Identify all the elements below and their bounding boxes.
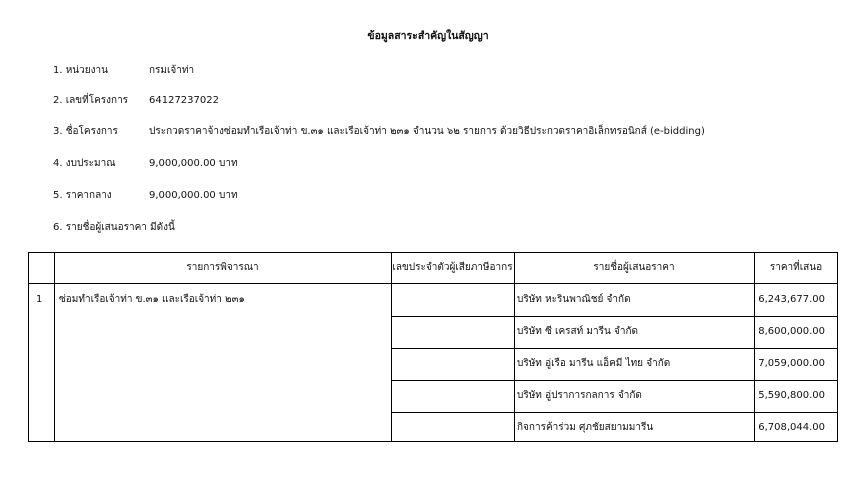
bid-price: 8,600,000.00 xyxy=(758,326,825,337)
bid-bidder: กิจการค้าร่วม ศุภชัยสยามมารีน xyxy=(517,422,654,433)
document-title: ข้อมูลสาระสำคัญในสัญญา xyxy=(367,30,489,42)
header-bidder: รายชื่อผู้เสนอราคา xyxy=(593,262,675,273)
info-project-number-value: 64127237022 xyxy=(149,95,219,106)
header-item: รายการพิจารณา xyxy=(186,262,259,273)
bid-price: 5,590,800.00 xyxy=(758,390,825,401)
info-project-name-label: 3. ชื่อโครงการ xyxy=(53,126,118,137)
bid-bidder: บริษัท หะรินพาณิชย์ จำกัด xyxy=(517,294,631,305)
info-agency-value: กรมเจ้าท่า xyxy=(149,65,195,76)
table-divider xyxy=(391,412,837,413)
bid-price: 6,243,677.00 xyxy=(758,294,825,305)
info-bidder-list-label: 6. รายชื่อผู้เสนอราคา มีดังนี้ xyxy=(53,222,175,233)
bid-bidder: บริษัท อู่ปราการกลการ จำกัด xyxy=(517,390,642,401)
row-item: ซ่อมทำเรือเจ้าท่า ข.๓๑ และเรือเจ้าท่า ๒๓๑ xyxy=(59,294,245,305)
table-divider xyxy=(29,283,837,284)
row-number: 1 xyxy=(36,294,43,305)
table-divider xyxy=(391,316,837,317)
bidders-table xyxy=(28,252,838,442)
header-tax-id: เลขประจำตัวผู้เสียภาษีอากร xyxy=(392,262,513,273)
bid-bidder: บริษัท ซี เครสท์ มารีน จำกัด xyxy=(517,326,639,337)
info-project-number-label: 2. เลขที่โครงการ xyxy=(53,95,129,106)
bid-price: 7,059,000.00 xyxy=(758,358,825,369)
info-budget-label: 4. งบประมาณ xyxy=(53,158,116,169)
bid-bidder: บริษัท อู่เรือ มารีน แอ็คมี ไทย จำกัด xyxy=(517,358,671,369)
table-divider xyxy=(54,253,55,441)
table-divider xyxy=(391,380,837,381)
table-divider xyxy=(391,348,837,349)
info-project-name-value: ประกวดราคาจ้างซ่อมทำเรือเจ้าท่า ข.๓๑ และเรือเจ้าท่า ๒๓๑ จำนวน ๖๒ รายการ ด้วยวิธีประกวดราคาอิเล็กทรอนิกส์ (e-bidding) xyxy=(149,126,705,137)
info-agency-label: 1. หน่วยงาน xyxy=(53,65,108,76)
header-price: ราคาที่เสนอ xyxy=(769,262,823,273)
info-budget-value: 9,000,000.00 บาท xyxy=(149,158,238,169)
info-median-price-label: 5. ราคากลาง xyxy=(53,190,112,201)
bid-price: 6,708,044.00 xyxy=(758,422,825,433)
info-median-price-value: 9,000,000.00 บาท xyxy=(149,190,238,201)
